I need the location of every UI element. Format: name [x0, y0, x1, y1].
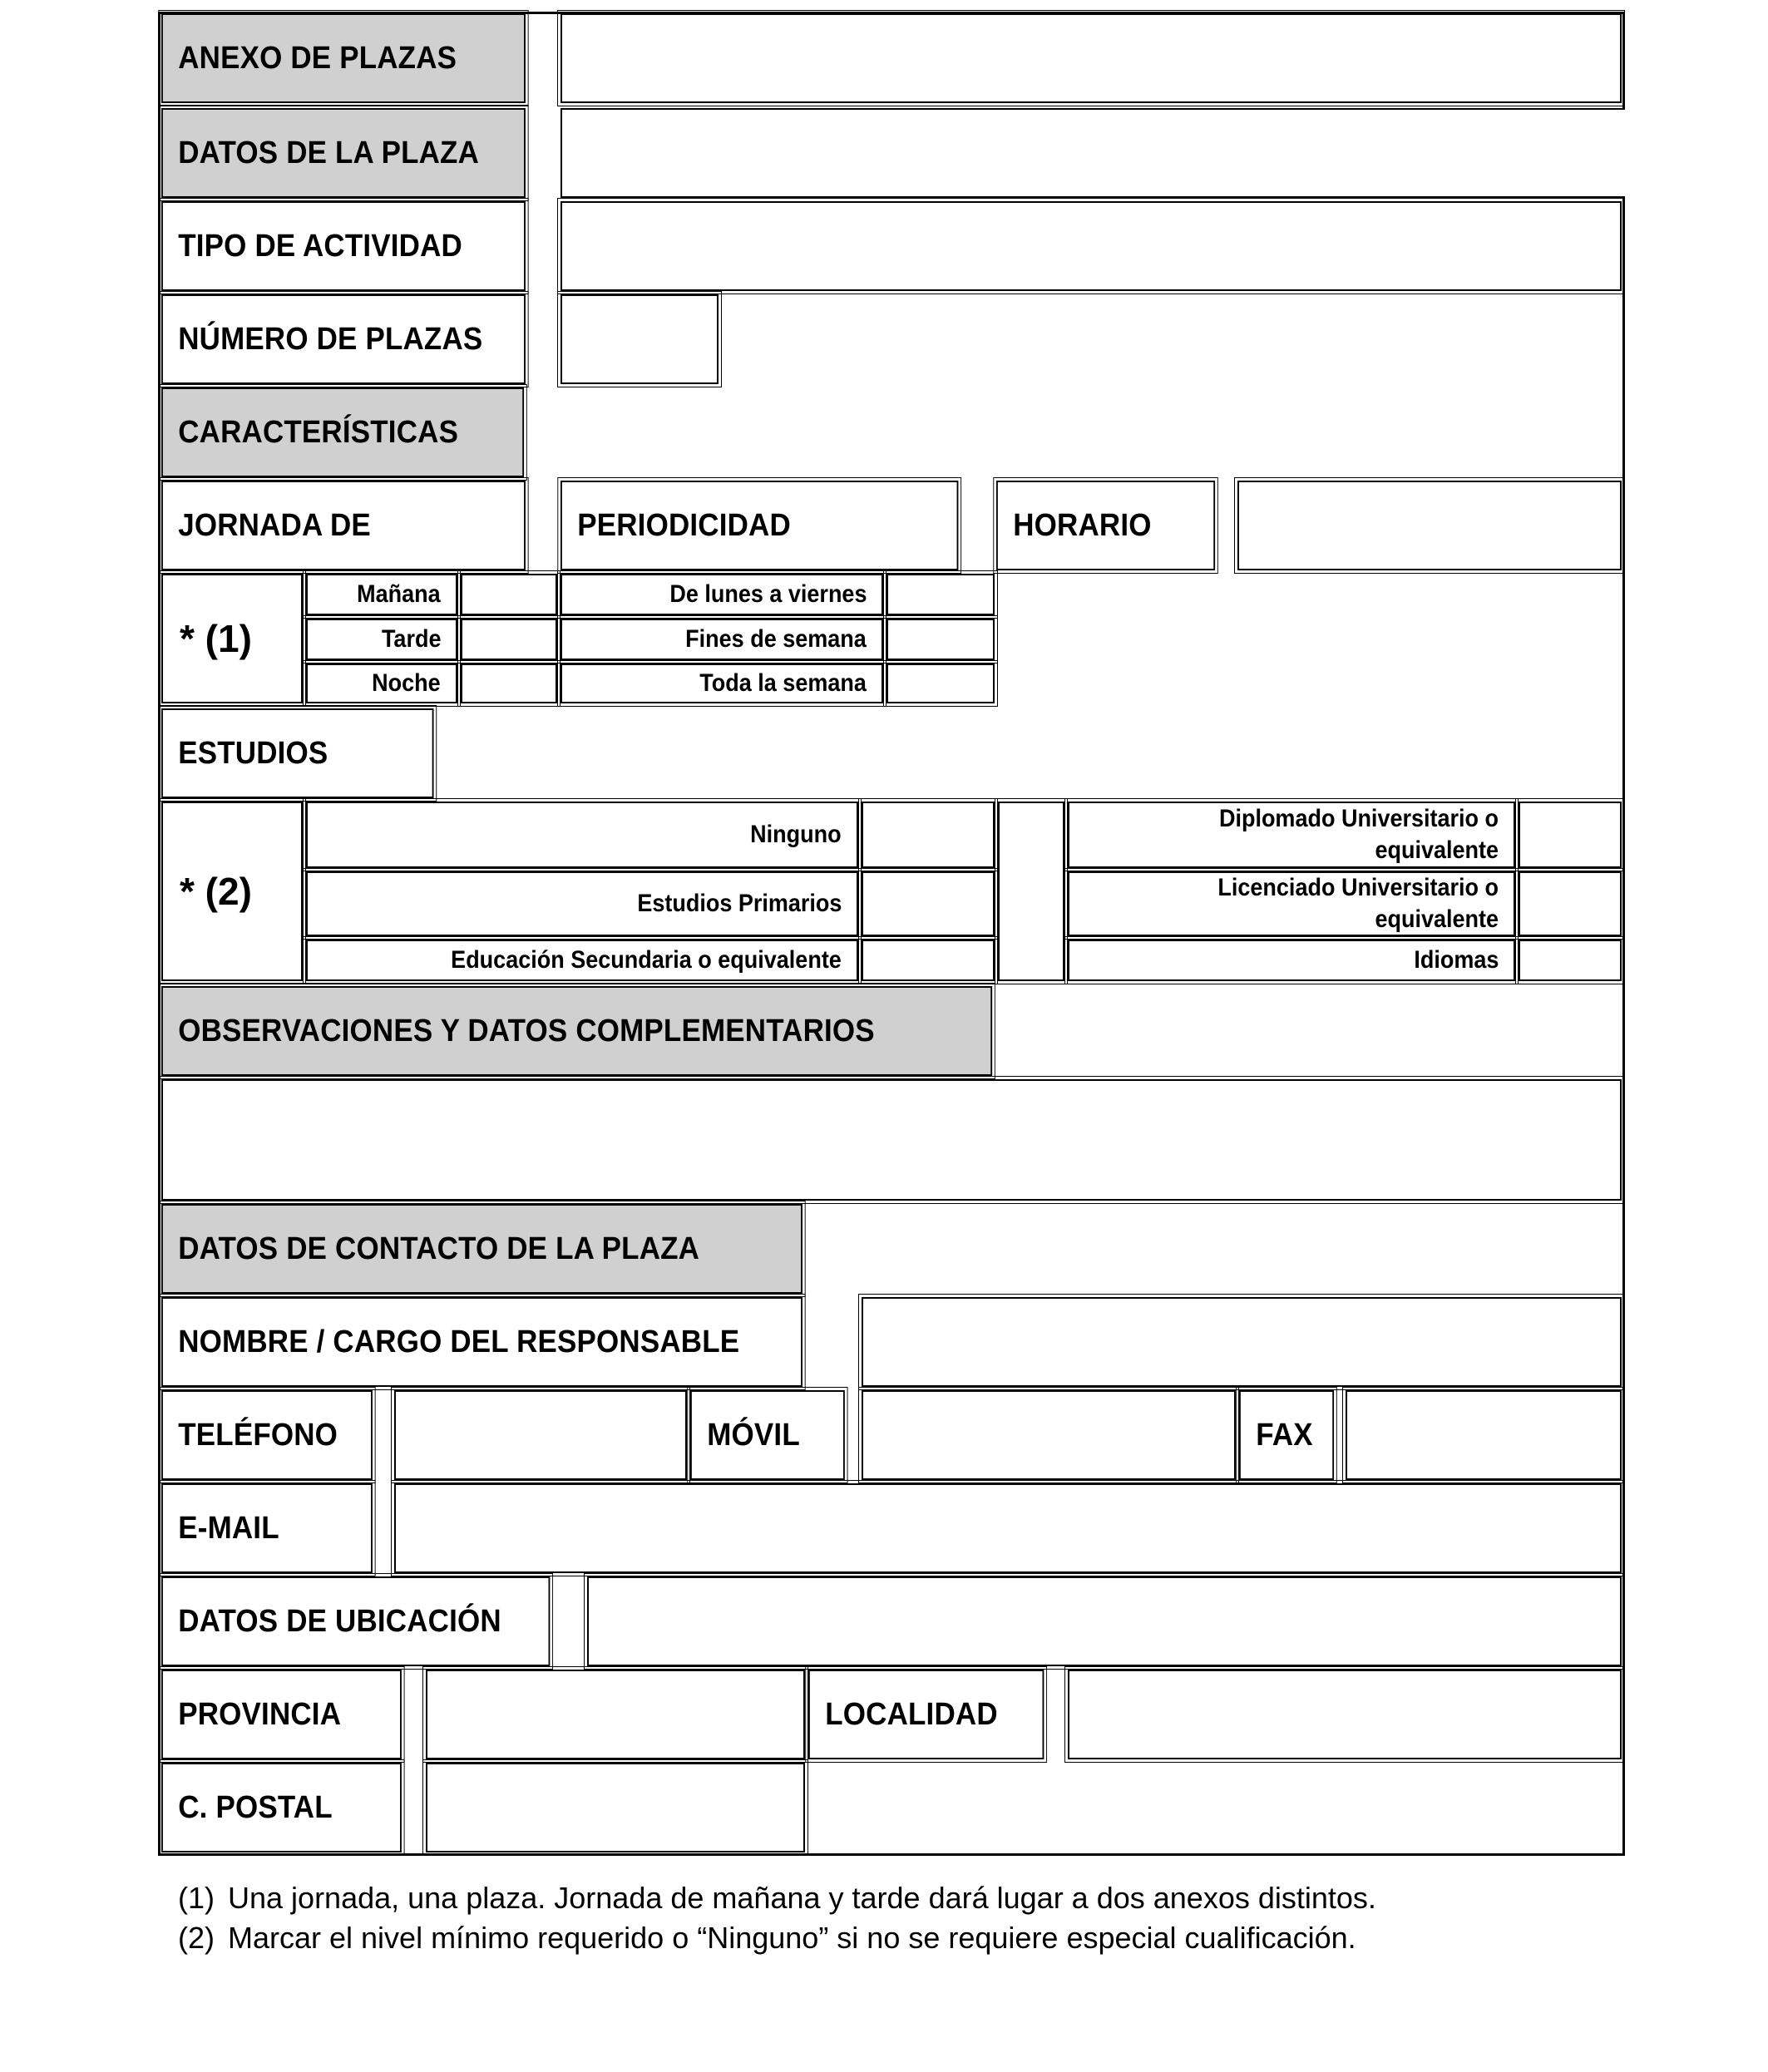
ubicacion-label: DATOS DE UBICACIÓN — [161, 1576, 550, 1666]
fax-label: FAX — [1239, 1390, 1334, 1480]
estudios-option-diplomado: Diplomado Universitario o equivalente — [1068, 802, 1515, 868]
postal-label: C. POSTAL — [161, 1763, 402, 1852]
datos-plaza-label: DATOS DE LA PLAZA — [161, 108, 526, 198]
jornada-option-manana: Mañana — [306, 574, 457, 615]
footnote-2 — [178, 1921, 1356, 1956]
jornada-checkbox-manana[interactable] — [461, 574, 557, 615]
movil-field[interactable] — [862, 1390, 1236, 1480]
telefono-field[interactable] — [394, 1390, 687, 1480]
footnote-2-number: (2) — [178, 1921, 215, 1955]
observaciones-field[interactable] — [161, 1079, 1622, 1201]
horario-field[interactable] — [1237, 481, 1622, 570]
periodicidad-checkbox-fines-semana[interactable] — [886, 619, 995, 660]
tipo-actividad-field[interactable] — [561, 201, 1622, 291]
estudios-checkbox-ninguno[interactable] — [862, 802, 995, 868]
periodicidad-option-lunes-viernes: De lunes a viernes — [561, 574, 883, 615]
estudios-checkbox-primarios[interactable] — [862, 871, 995, 936]
localidad-label: LOCALIDAD — [808, 1670, 1044, 1759]
numero-plazas-field[interactable] — [561, 294, 719, 384]
estudios-checkbox-secundaria[interactable] — [862, 940, 995, 981]
estudios-checkbox-idiomas[interactable] — [1519, 940, 1622, 981]
provincia-field[interactable] — [426, 1670, 805, 1759]
periodicidad-checkbox-toda-semana[interactable] — [886, 664, 995, 703]
jornada-checkbox-tarde[interactable] — [461, 619, 557, 660]
note-ref-1: * (1) — [161, 574, 303, 703]
periodicidad-checkbox-lunes-viernes[interactable] — [886, 574, 995, 615]
anexo-field[interactable] — [561, 13, 1622, 103]
caracteristicas-label: CARACTERÍSTICAS — [161, 387, 524, 477]
estudios-option-secundaria: Educación Secundaria o equivalente — [306, 940, 858, 981]
periodicidad-option-toda-semana: Toda la semana — [561, 664, 883, 703]
periodicidad-label: PERIODICIDAD — [561, 481, 958, 570]
estudios-option-idiomas: Idiomas — [1068, 940, 1515, 981]
localidad-field[interactable] — [1068, 1670, 1622, 1759]
estudios-option-primarios: Estudios Primarios — [306, 871, 858, 936]
fax-field[interactable] — [1346, 1390, 1622, 1480]
estudios-option-licenciado: Licenciado Universitario o equivalente — [1068, 871, 1515, 936]
responsable-field[interactable] — [862, 1297, 1622, 1387]
responsable-label: NOMBRE / CARGO DEL RESPONSABLE — [161, 1297, 803, 1387]
estudios-checkbox-diplomado[interactable] — [1519, 802, 1622, 868]
provincia-label: PROVINCIA — [161, 1670, 402, 1759]
jornada-checkbox-noche[interactable] — [461, 664, 557, 703]
estudios-spacer — [998, 802, 1064, 981]
footnote-1-number: (1) — [178, 1881, 215, 1915]
anexo-label: ANEXO DE PLAZAS — [161, 13, 526, 103]
footnote-2-text: Marcar el nivel mínimo requerido o “Ninguno” si no se requiere especial cualificación. — [228, 1921, 1356, 1955]
note-ref-2: * (2) — [161, 802, 303, 981]
periodicidad-option-fines-semana: Fines de semana — [561, 619, 883, 660]
postal-field[interactable] — [426, 1763, 805, 1852]
jornada-option-noche: Noche — [306, 664, 457, 703]
numero-plazas-label: NÚMERO DE PLAZAS — [161, 294, 526, 384]
footnote-1 — [178, 1881, 1376, 1916]
estudios-label: ESTUDIOS — [161, 708, 434, 798]
datos-plaza-field[interactable] — [561, 108, 1625, 198]
jornada-option-tarde: Tarde — [306, 619, 457, 660]
movil-label: MÓVIL — [690, 1390, 845, 1480]
contacto-label: DATOS DE CONTACTO DE LA PLAZA — [161, 1204, 803, 1294]
ubicacion-field[interactable] — [587, 1576, 1622, 1666]
jornada-label: JORNADA DE — [161, 481, 526, 570]
footnote-1-text: Una jornada, una plaza. Jornada de mañana y tarde dará lugar a dos anexos distintos. — [228, 1881, 1376, 1915]
email-label: E-MAIL — [161, 1483, 373, 1573]
horario-label: HORARIO — [996, 481, 1215, 570]
email-field[interactable] — [394, 1483, 1622, 1573]
tipo-actividad-label: TIPO DE ACTIVIDAD — [161, 201, 526, 291]
observaciones-label: OBSERVACIONES Y DATOS COMPLEMENTARIOS — [161, 986, 992, 1076]
estudios-option-ninguno: Ninguno — [306, 802, 858, 868]
telefono-label: TELÉFONO — [161, 1390, 373, 1480]
estudios-checkbox-licenciado[interactable] — [1519, 871, 1622, 936]
